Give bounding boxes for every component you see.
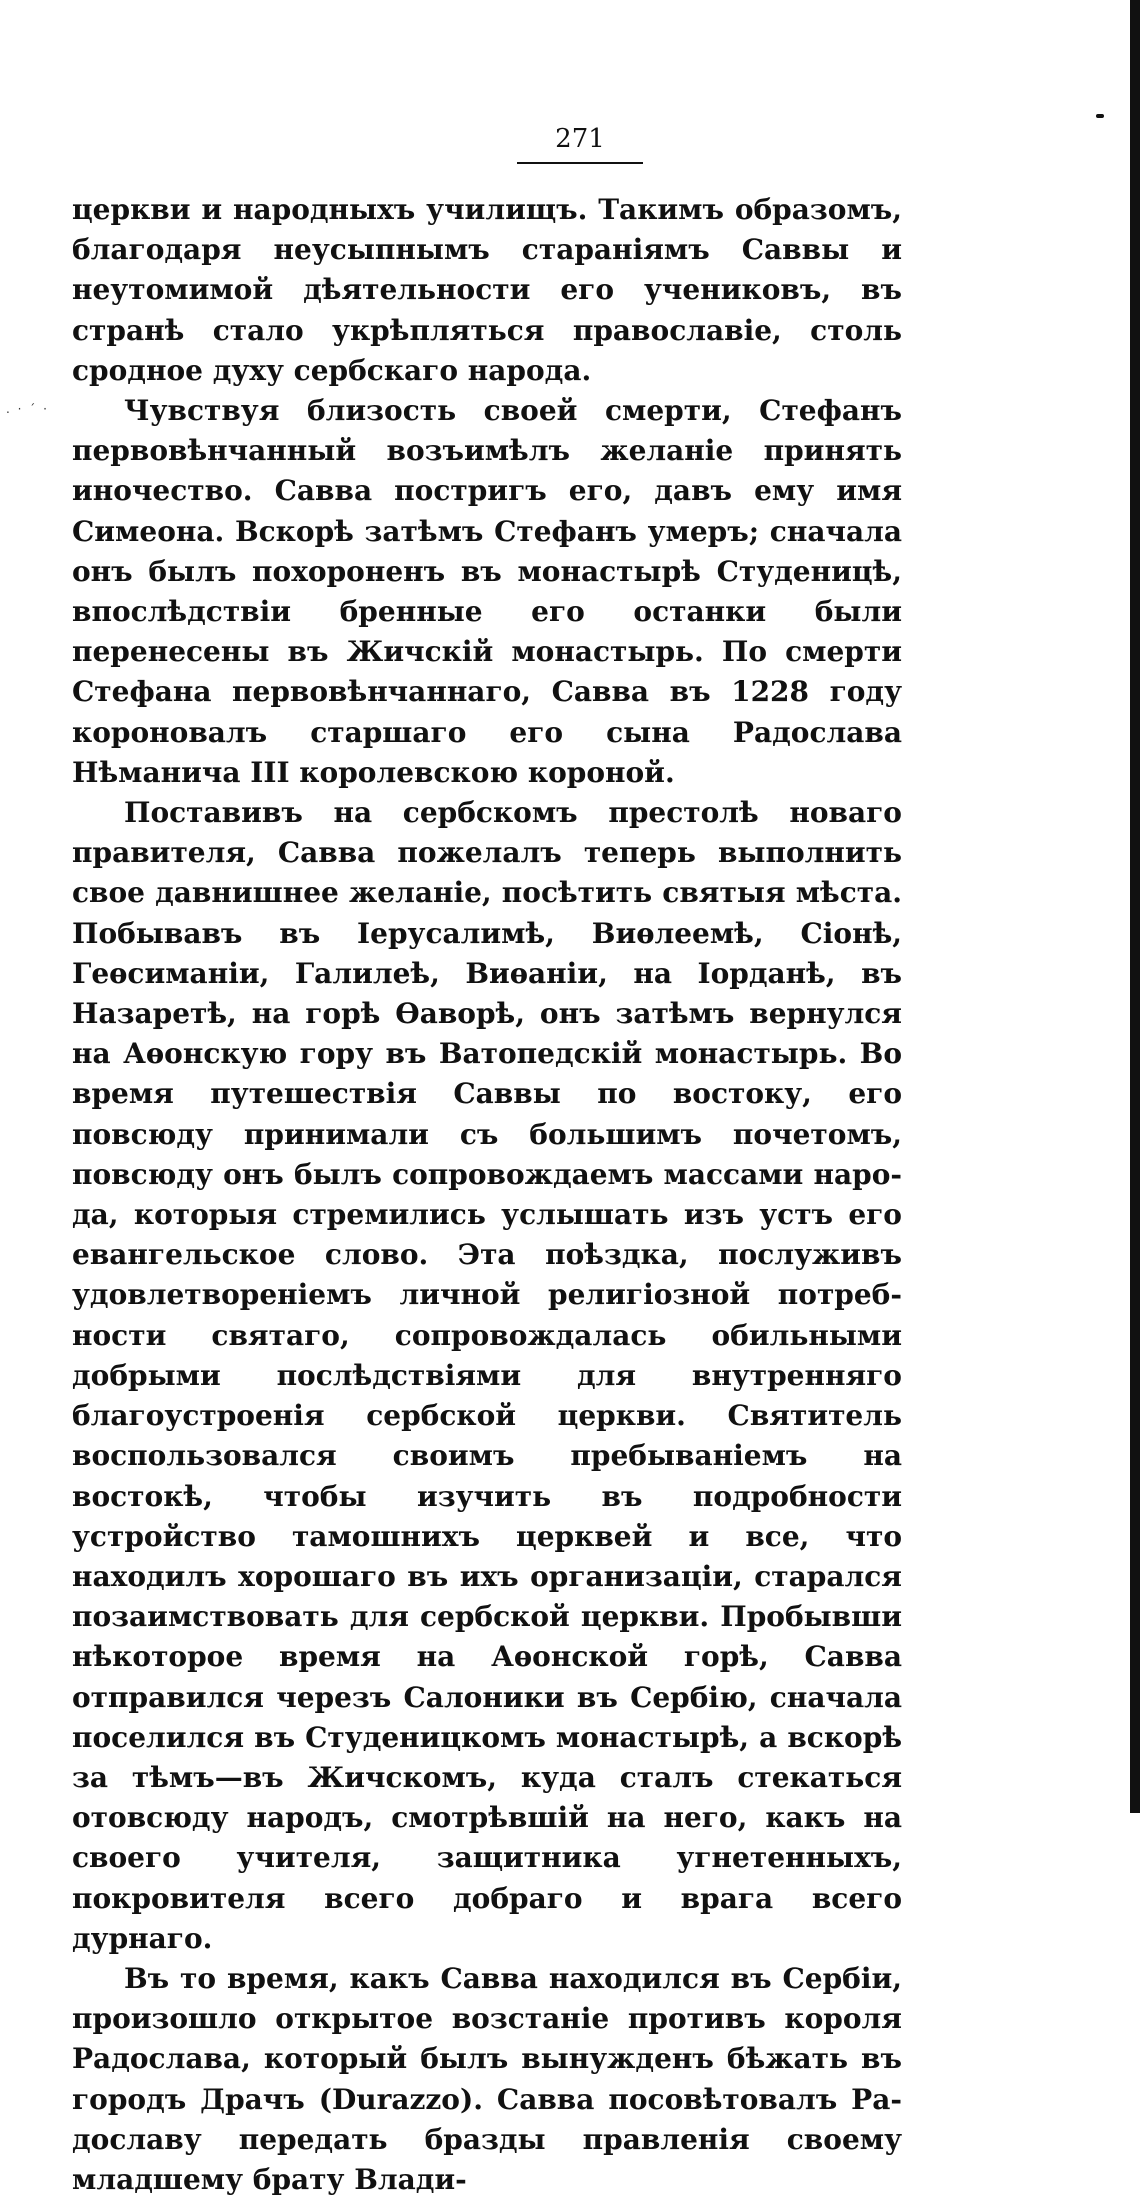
paragraph-pilgrimage: Поставивъ на сербскомъ престолѣ новаго правителя, Савва пожелалъ теперь выполнить свое давнишнее желаніе, посѣтить святыя мѣста. Побывавъ въ Іерусалимѣ, Виѳлеемѣ, Сіонѣ, Геѳсиманіи, Галилеѣ, Виѳаніи, на Іорданѣ, въ Назаретѣ, на горѣ Ѳаворѣ, онъ затѣмъ вернулся на Аѳонскую гору въ Ватопедскій монастырь. Во время путешествія Саввы по востоку, его повсюду принимали съ большимъ почетомъ, повсюду онъ былъ сопровождаемъ массами народа, которыя стремились услышать изъ устъ его евангельское слово. Эта поѣздка, послуживъ удовлетвореніемъ личной религіозной потребности святаго, сопровождалась обильными добрыми послѣдствіями для внутренняго благоустроенія сербской церкви. Святитель воспользовался своимъ пребываніемъ на востокѣ, чтобы изучить въ подробности устройство тамошнихъ церквей и все, что находилъ хорошаго въ ихъ организаціи, старался позаимствовать для сербской церкви. Пробывши нѣкоторое время на Аѳонской горѣ, Савва отправился черезъ Салоники въ Сербію, сначала поселился въ Студеницкомъ монастырѣ, а вскорѣ за тѣмъ—въ Жичскомъ, куда сталъ стекаться отовсюду народъ, смотрѣвшій на него, какъ на своего учителя, защитника угнетенныхъ, покровителя всего добраго и врага всего дурнаго. [72,796,902,1955]
scan-speck [1096,114,1104,118]
paragraph-stefan-death: Чувствуя близость своей смерти, Стефанъ первовѣнчанный возъимѣлъ желаніе принять иночество. Савва постригъ его, давъ ему имя Симеона. Вскорѣ затѣмъ Стефанъ умеръ; сначала онъ былъ похороненъ въ монастырѣ Студеницѣ, впослѣдствіи бренные его останки были перенесены въ Жичскій монастырь. По смерти Стефана первовѣнчаннаго, Савва въ 1228 году короновалъ старшаго его сына Радослава Нѣманича III королевскою короной. [72,394,902,789]
margin-specks: . · ´ · [6,402,49,416]
paragraph-uprising: Въ то время, какъ Савва находился въ Сербіи, произошло открытое возстаніе противъ короля Радослава, который былъ вынужденъ бѣжать въ городъ Драчъ (Durazzo). Савва посовѣтовалъ Радославу передать бразды правленія своему младшему брату Влади- [72,1961,902,2196]
scan-edge-shadow [1130,0,1140,1813]
page-header [0,124,1140,164]
paragraph-continuation: церкви и народныхъ училищъ. Такимъ образомъ, благодаря неусыпнымъ стараніямъ Саввы и неутомимой дѣятельности его учениковъ, въ странѣ стало укрѣпляться православіе, столь сродное духу сербскаго народа. [72,193,902,387]
page-number: 271 [517,124,643,164]
body-text [72,190,902,2200]
